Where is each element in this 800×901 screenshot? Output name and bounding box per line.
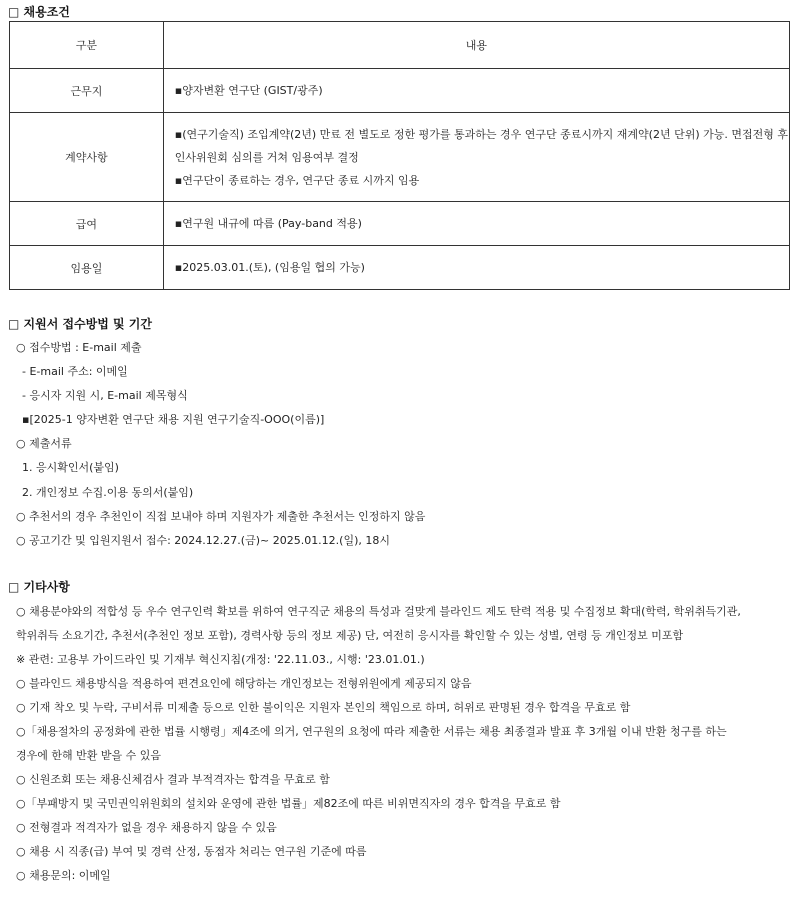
list-item: 1. 응시확인서(붙임): [22, 461, 119, 474]
row-content-workplace: [163, 69, 789, 113]
content-line: ▪연구원 내규에 따름 (Pay-band 적용): [174, 217, 362, 230]
header-content: 내용: [163, 22, 789, 69]
list-item: - E-mail 주소: 이메일: [22, 365, 128, 378]
list-item: ○ 접수방법 : E-mail 제출: [16, 341, 142, 354]
list-item: 학위취득 소요기간, 추천서(추천인 정보 포함), 경력사항 등의 정보 제공) 단, 여전히 응시자를 확인할 수 있는 성별, 연령 등 개인정보 미포함: [16, 629, 684, 642]
list-item: ○ 신원조회 또는 채용신체검사 결과 부적격자는 합격을 무효로 함: [16, 773, 330, 786]
list-item: 경우에 한해 반환 받을 수 있음: [16, 749, 161, 762]
list-item: ○ 채용문의: 이메일: [16, 869, 111, 882]
list-item: - 응시자 지원 시, E-mail 제목형식: [22, 389, 188, 402]
list-item: ○「부패방지 및 국민권익위원회의 설치와 운영에 관한 법률」제82조에 따른 비위면직자의 경우 합격을 무효로 함: [16, 797, 561, 810]
list-item: ○ 제출서류: [16, 437, 72, 450]
content-line: ▪양자변환 연구단 (GIST/광주): [174, 84, 323, 97]
section-title-conditions: □ 채용조건: [8, 5, 70, 19]
table-row: [10, 246, 790, 290]
list-item: ○ 전형결과 적격자가 없을 경우 채용하지 않을 수 있음: [16, 821, 277, 834]
list-item: ○「채용절차의 공정화에 관한 법률 시행령」제4조에 의거, 연구원의 요청에 따라 제출한 서류는 채용 최종결과 발표 후 3개월 이내 반환 청구를 하는: [16, 725, 727, 738]
list-item: 2. 개인정보 수집.이용 동의서(붙임): [22, 486, 194, 499]
list-item: ○ 채용 시 직종(급) 부여 및 경력 산정, 동점자 처리는 연구원 기준에 따름: [16, 845, 367, 858]
header-category: 구분: [10, 22, 164, 69]
content-line: ▪연구단이 종료하는 경우, 연구단 종료 시까지 임용: [174, 173, 420, 187]
table-row: [10, 113, 790, 202]
list-item: ○ 채용분야와의 적합성 등 우수 연구인력 확보를 위하여 연구직군 채용의 특성과 걸맞게 블라인드 제도 탄력 적용 및 수집정보 확대(학력, 학위취득기관,: [16, 605, 741, 618]
row-label-start-date: 임용일: [10, 246, 164, 290]
list-item: ○ 추천서의 경우 추천인이 직접 보내야 하며 지원자가 제출한 추천서는 인정하지 않음: [16, 510, 426, 523]
content-line: ▪2025.03.01.(토), (임용일 협의 가능): [174, 261, 365, 274]
list-item: ▪[2025-1 양자변환 연구단 채용 지원 연구기술직-OOO(이름)]: [22, 413, 325, 426]
content-line: ▪(연구기술직) 조입계약(2년) 만료 전 별도로 정한 평가를 통과하는 경우 연구단 종료시까지 재계약(2년 단위) 가능. 면접전형 후: [174, 127, 788, 141]
list-item: ○ 공고기간 및 입원지원서 접수: 2024.12.27.(금)~ 2025.01.12.(일), 18시: [16, 534, 391, 547]
conditions-table: [9, 21, 790, 290]
row-label-salary: 급여: [10, 202, 164, 246]
section-title-other: □ 기타사항: [8, 580, 70, 594]
content-line: 인사위원회 심의를 거쳐 임용여부 결정: [174, 150, 359, 164]
row-label-workplace: 근무지: [10, 69, 164, 113]
row-content-start-date: [163, 246, 789, 290]
list-item: ※ 관련: 고용부 가이드라인 및 기재부 혁신지침(개정: '22.11.03., 시행: '23.01.01.): [16, 653, 425, 666]
table-header-row: [10, 22, 790, 69]
row-content-salary: [163, 202, 789, 246]
table-row: [10, 202, 790, 246]
row-content-contract: [163, 113, 789, 202]
list-item: ○ 블라인드 채용방식을 적용하여 편견요인에 해당하는 개인정보는 전형위원에게 제공되지 않음: [16, 677, 472, 690]
table-row: [10, 69, 790, 113]
list-item: ○ 기재 착오 및 누락, 구비서류 미제출 등으로 인한 불이익은 지원자 본인의 책임으로 하며, 허위로 판명된 경우 합격을 무효로 함: [16, 701, 631, 714]
row-label-contract: 계약사항: [10, 113, 164, 202]
section-title-application: □ 지원서 접수방법 및 기간: [8, 317, 152, 331]
